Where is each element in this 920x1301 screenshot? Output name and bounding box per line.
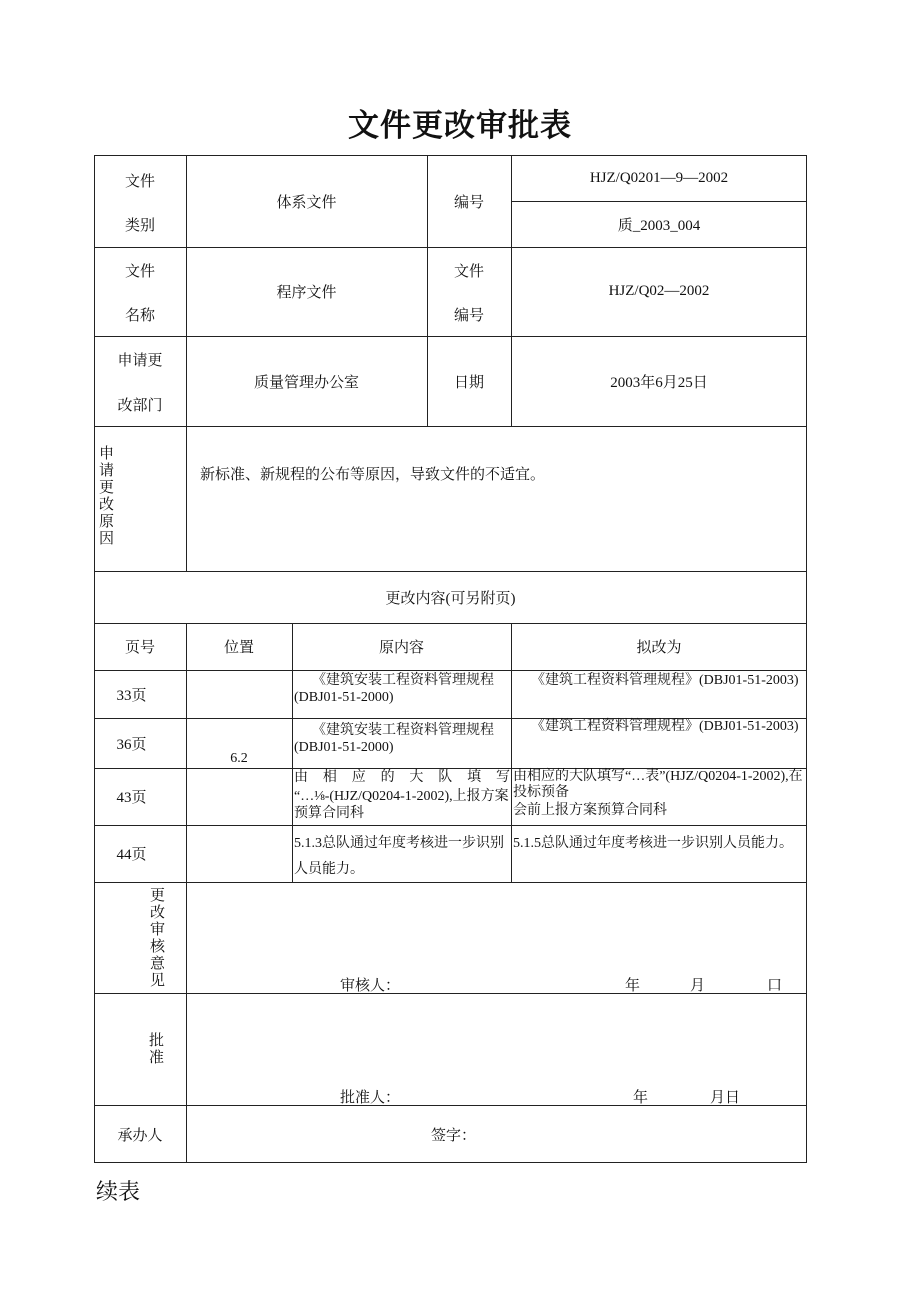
changes-header: 更改内容(可另附页) <box>385 590 516 607</box>
row4-original: 5.1.3总队通过年度考核进一步识别人员能力。 <box>294 836 504 877</box>
row1-original: 《建筑安装工程资料管理规程(DBJ01-51-2000) <box>294 673 494 705</box>
record-number: 质_2003_004 <box>617 217 701 234</box>
dept-label-1: 申请更 <box>117 352 163 369</box>
col-original: 原内容 <box>378 640 424 656</box>
reason-label: 申请更改原因 <box>99 446 115 547</box>
category-label-2: 类别 <box>124 217 155 234</box>
row2-page: 36页 <box>116 736 147 753</box>
continued-label: 续表 <box>96 1180 141 1205</box>
row1-revised: 《建筑工程资料管理规程》(DBJ01-51-2003) <box>531 673 799 688</box>
file-number: HJZ/Q02—2002 <box>608 283 710 299</box>
reason-text: 新标准、新规程的公布等原因，导致文件的不适宜。 <box>200 467 546 483</box>
row1-page: 33页 <box>116 687 147 704</box>
row3-original-line2: “…⅛-(HJZ/Q0204-1-2002),上报方案预算合同科 <box>294 789 509 821</box>
approve-year: 年 <box>633 1090 649 1106</box>
row2-revised: 《建筑工程资料管理规程》(DBJ01-51-2003) <box>531 719 799 734</box>
row2-position: 6.2 <box>230 751 248 766</box>
row3-original-line1: 由相应的大队填写 <box>294 770 510 785</box>
dept-label-2: 改部门 <box>117 397 163 414</box>
col-position: 位置 <box>223 640 254 656</box>
category-value: 体系文件 <box>276 194 337 211</box>
approve-month-day: 月日 <box>710 1090 741 1106</box>
col-page: 页号 <box>124 640 155 656</box>
date-value: 2003年6月25日 <box>610 374 708 391</box>
file-number-label-1: 文件 <box>453 263 484 280</box>
number-label: 编号 <box>453 194 484 211</box>
reviewer-label: 审核人： <box>340 978 401 994</box>
file-number-label-2: 编号 <box>453 307 484 324</box>
col-revised: 拟改为 <box>636 640 682 656</box>
row3-page: 43页 <box>116 790 147 806</box>
row3-revised-line2: 会前上报方案预算合同科 <box>513 803 667 818</box>
approve-label: 批准 <box>149 1033 165 1066</box>
handler-label: 承办人 <box>117 1127 163 1144</box>
review-month: 月 <box>690 978 706 994</box>
date-label: 日期 <box>453 374 484 391</box>
name-label-2: 名称 <box>124 307 155 324</box>
review-year: 年 <box>625 978 641 994</box>
dept-value: 质量管理办公室 <box>253 374 359 391</box>
document-number: HJZ/Q0201—9—2002 <box>589 169 729 186</box>
row4-revised: 5.1.5总队通过年度考核进一步识别人员能力。 <box>513 836 793 851</box>
category-label-1: 文件 <box>124 173 155 190</box>
handler-sign: 签字： <box>431 1128 477 1144</box>
row4-page: 44页 <box>116 847 147 863</box>
row3-revised-line1: 由相应的大队填写“…表”(HJZ/Q0204-1-2002),在投标预备 <box>513 769 803 800</box>
review-day: 口 <box>767 978 783 994</box>
row2-original: 《建筑安装工程资料管理规程(DBJ01-51-2000) <box>294 723 494 755</box>
review-label: 更改审核意见 <box>150 888 166 989</box>
approval-form <box>94 155 807 1163</box>
form-title: 文件更改审批表 <box>348 108 572 144</box>
approver-label: 批准人： <box>340 1090 401 1106</box>
name-label-1: 文件 <box>124 263 155 280</box>
name-value: 程序文件 <box>276 285 337 301</box>
